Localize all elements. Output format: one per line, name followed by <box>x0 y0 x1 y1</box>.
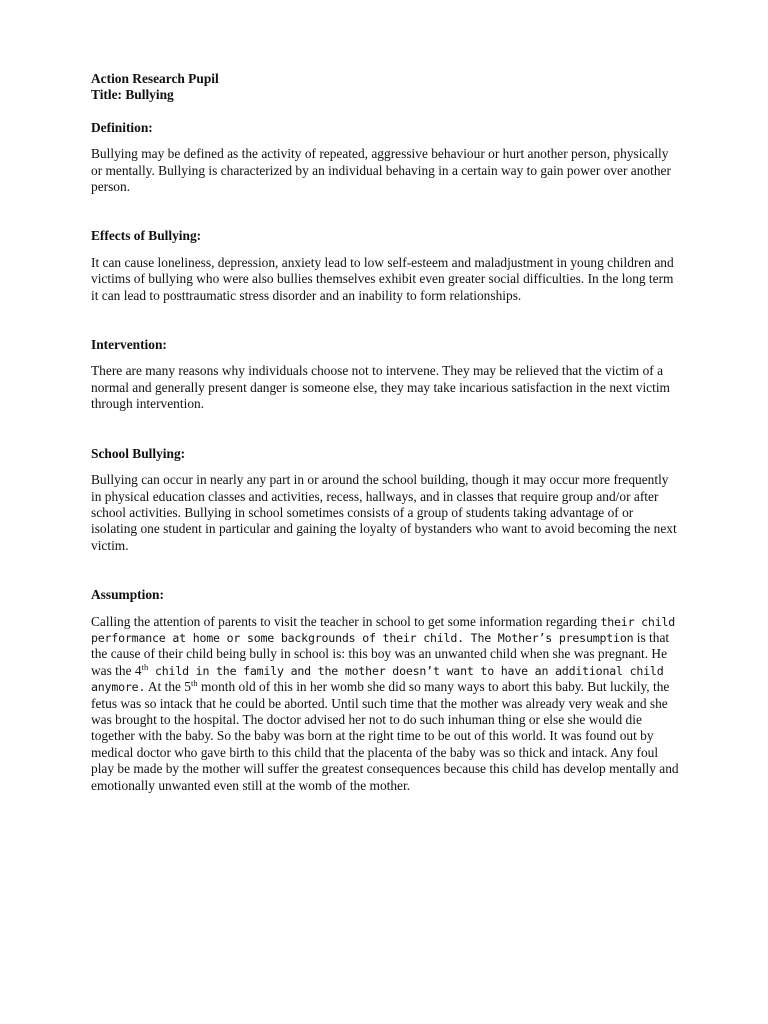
assumption-text-part-5: At the 5 <box>145 679 191 695</box>
section-heading-definition: Definition: <box>91 119 153 135</box>
section-heading-assumption: Assumption: <box>91 587 164 603</box>
section-body-intervention: There are many reasons why individuals choose not to intervene. They may be relieved that the victim of a normal and generally present danger is someone else, they may take incarious satisfaction in the next victim through intervention. <box>91 363 670 412</box>
assumption-text-part-3: is that the cause of their child being bully in school is: this boy was an unwanted child when she was pregnant. He was the 4 <box>91 629 670 678</box>
section-body-assumption <box>91 614 681 794</box>
section-heading-intervention: Intervention: <box>91 337 167 353</box>
spacer <box>91 353 681 363</box>
document-title: Title: Bullying <box>91 87 174 103</box>
section-heading-school-bullying: School Bullying: <box>91 445 186 461</box>
spacer <box>91 195 681 228</box>
ordinal-suffix: th <box>191 678 198 689</box>
assumption-text-part-6: month old of this in her womb she did so many ways to abort this baby. But luckily, the fetus was so intack that he could be aborted. Until such time that the mother was already very weak and she was brought to the hospital. The doctor advised her not to do such inhuman thing or else she would die together with the baby. So the baby was born at the right time to be out of this world. It was found out by medical doctor who gave birth to this child that the placenta of the baby was so thick and intack. Any foul play be made by the mother will suffer the greatest consequences because this child has develop mentally and emotionally unwanted even still at the womb of the mother. <box>91 679 679 793</box>
section-body-definition: Bullying may be defined as the activity of repeated, aggressive behaviour or hurt another person, physically or mentally. Bullying is characterized by an individual behaving in a certain way to gain power over another person. <box>91 146 671 195</box>
spacer <box>91 554 681 587</box>
spacer <box>91 462 681 472</box>
spacer <box>91 604 681 614</box>
spacer <box>91 245 681 255</box>
document-header-line-1: Action Research Pupil <box>91 71 219 86</box>
assumption-text-part-4: child in the family and the mother doesn’t want to have an additional child anymore. <box>91 663 664 695</box>
spacer <box>91 304 681 337</box>
spacer <box>91 413 681 446</box>
section-body-school-bullying: Bullying can occur in nearly any part in or around the school building, though it may occur more frequently in physical education classes and activities, recess, hallways, and in classes that require group and/or after school activities. Bullying in school sometimes consists of a group of students taking advantage of or isolating one student in particular and gaining the loyalty of bystanders who want to avoid becoming the next victim. <box>91 472 677 553</box>
ordinal-suffix: th <box>141 661 149 672</box>
spacer <box>91 136 681 146</box>
section-body-effects: It can cause loneliness, depression, anxiety lead to low self-esteem and maladjustment in young children and victims of bullying who were also bullies themselves exhibit even greater social difficulties. In the long term it can lead to posttraumatic stress disorder and an inability to form relationships. <box>91 254 674 303</box>
spacer <box>91 104 681 120</box>
assumption-text-part-2: their child performance at home or some backgrounds of their child. The Mother’s presumption <box>91 614 676 645</box>
section-heading-effects: Effects of Bullying: <box>91 228 202 244</box>
document-page <box>91 71 681 794</box>
assumption-text-part-1: Calling the attention of parents to visit the teacher in school to get some information regarding <box>91 613 601 629</box>
